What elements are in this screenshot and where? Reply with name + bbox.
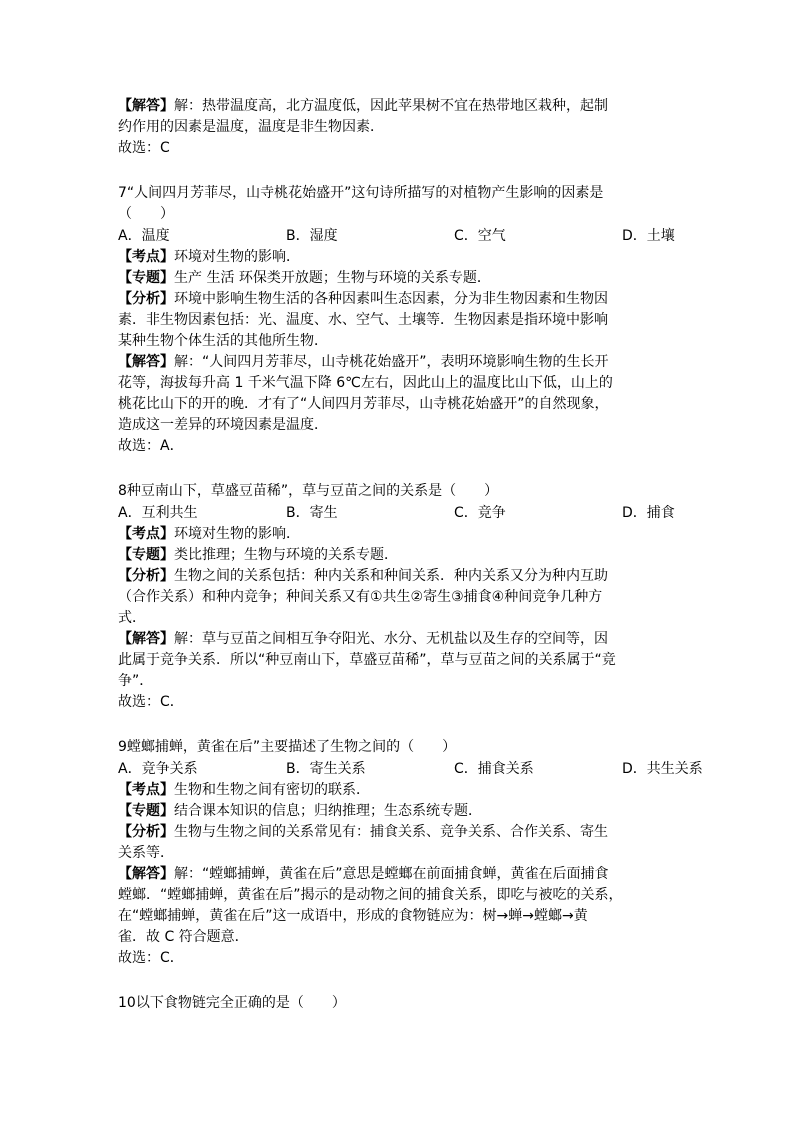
options-row [118, 758, 708, 780]
question-stem: 8种豆南山下，草盛豆苗稀”，草与豆苗之间的关系是（ ） [118, 483, 499, 499]
jieda-line: 雀．故 C 符合题意． [118, 929, 249, 945]
jieda-line: 【解答】解：“人间四月芳菲尽，山寺桃花始盛开”，表明环境影响生物的生长开 [118, 354, 609, 370]
question-10 [118, 993, 708, 1014]
option-b: B．寄生关系 [286, 761, 366, 777]
option-b: B．湿度 [286, 228, 338, 244]
jieda-line: 【解答】解：草与豆苗之间相互争夺阳光、水分、无机盐以及生存的空间等，因 [118, 631, 608, 647]
fenxi-line: 某种生物个体生活的其他所生物． [118, 333, 328, 349]
zhuanti-line: 【专题】结合课本知识的信息；归纳推理；生态系统专题． [118, 803, 482, 819]
choice-line: 故选：C． [118, 950, 184, 966]
choice-line: 故选：C． [118, 694, 184, 710]
option-d: D．土壤 [622, 228, 675, 244]
option-b: B．寄生 [286, 505, 338, 521]
jieda-line: 争”． [118, 673, 154, 689]
jieda-line: 在“螳螂捕蝉，黄雀在后”这一成语中，形成的食物链应为：树→蝉→螳螂→黄 [118, 908, 588, 924]
option-a: A．竞争关系 [118, 761, 198, 777]
options-row [118, 225, 708, 247]
question-8 [118, 481, 708, 713]
document-page [118, 96, 708, 1014]
fenxi-line: 关系等． [118, 845, 174, 861]
fenxi-line: （合作关系）和种内竞争；种间关系又有①共生②寄生③捕食④种间竞争几种方 [118, 589, 603, 605]
question-stem: 7“人间四月芳菲尽，山寺桃花始盛开”这句诗所描写的对植物产生影响的因素是 [118, 185, 604, 201]
option-c: C．空气 [454, 228, 506, 244]
jieda-line: 花等，海拔每升高 1 千米气温下降 6℃左右，因此山上的温度比山下低，山上的 [118, 375, 613, 391]
option-a: A．互利共生 [118, 505, 198, 521]
jieda-line: 桃花比山下的开的晚．才有了“人间四月芳菲尽，山寺桃花始盛开”的自然现象， [118, 396, 609, 412]
options-row [118, 502, 708, 524]
option-a: A．温度 [118, 228, 170, 244]
question-stem: 9螳螂捕蝉，黄雀在后”主要描述了生物之间的（ ） [118, 739, 457, 755]
question-7 [118, 183, 708, 457]
zhuanti-line: 【专题】类比推理；生物与环境的关系专题． [118, 547, 398, 563]
kaodian-line: 【考点】生物和生物之间有密切的联系． [118, 782, 370, 798]
jieda-line: 【解答】解：“螳螂捕蝉，黄雀在后”意思是螳螂在前面捕食蝉，黄雀在后面捕食 [118, 866, 609, 882]
option-c: C．捕食关系 [454, 761, 534, 777]
fenxi-line: 素．非生物因素包括：光、温度、水、空气、土壤等．生物因素是指环境中影响 [118, 312, 608, 328]
choice-line: 故选：C [118, 140, 170, 156]
answer-line: 约作用的因素是温度，温度是非生物因素． [118, 119, 384, 135]
jieda-line: 螳螂．“螳螂捕蝉，黄雀在后”揭示的是动物之间的捕食关系，即吃与被吃的关系， [118, 887, 623, 903]
question-stem: 10以下食物链完全正确的是（ ） [118, 995, 346, 1011]
option-d: D．捕食 [622, 505, 675, 521]
choice-line: 故选：A． [118, 438, 184, 454]
question-9 [118, 737, 708, 969]
jieda-line: 造成这一差异的环境因素是温度． [118, 417, 328, 433]
prev-answer-block [118, 96, 708, 159]
answer-line: 【解答】解：热带温度高，北方温度低，因此苹果树不宜在热带地区栽种，起制 [118, 98, 608, 114]
option-d: D．共生关系 [622, 761, 703, 777]
fenxi-line: 【分析】生物与生物之间的关系常见有：捕食关系、竞争关系、合作关系、寄生 [118, 824, 608, 840]
kaodian-line: 【考点】环境对生物的影响． [118, 249, 300, 265]
question-stem: （ ） [118, 206, 174, 222]
answer-tag: 【解答】 [118, 98, 174, 114]
kaodian-line: 【考点】环境对生物的影响． [118, 526, 300, 542]
option-c: C．竞争 [454, 505, 506, 521]
fenxi-line: 【分析】生物之间的关系包括：种内关系和种间关系．种内关系又分为种内互助 [118, 568, 608, 584]
jieda-line: 此属于竞争关系．所以“种豆南山下，草盛豆苗稀”，草与豆苗之间的关系属于“竞 [118, 652, 616, 668]
zhuanti-line: 【专题】生产 生活 环保类开放题；生物与环境的关系专题． [118, 270, 491, 286]
fenxi-line: 【分析】环境中影响生物生活的各种因素叫生态因素，分为非生物因素和生物因 [118, 291, 608, 307]
fenxi-line: 式． [118, 610, 146, 626]
